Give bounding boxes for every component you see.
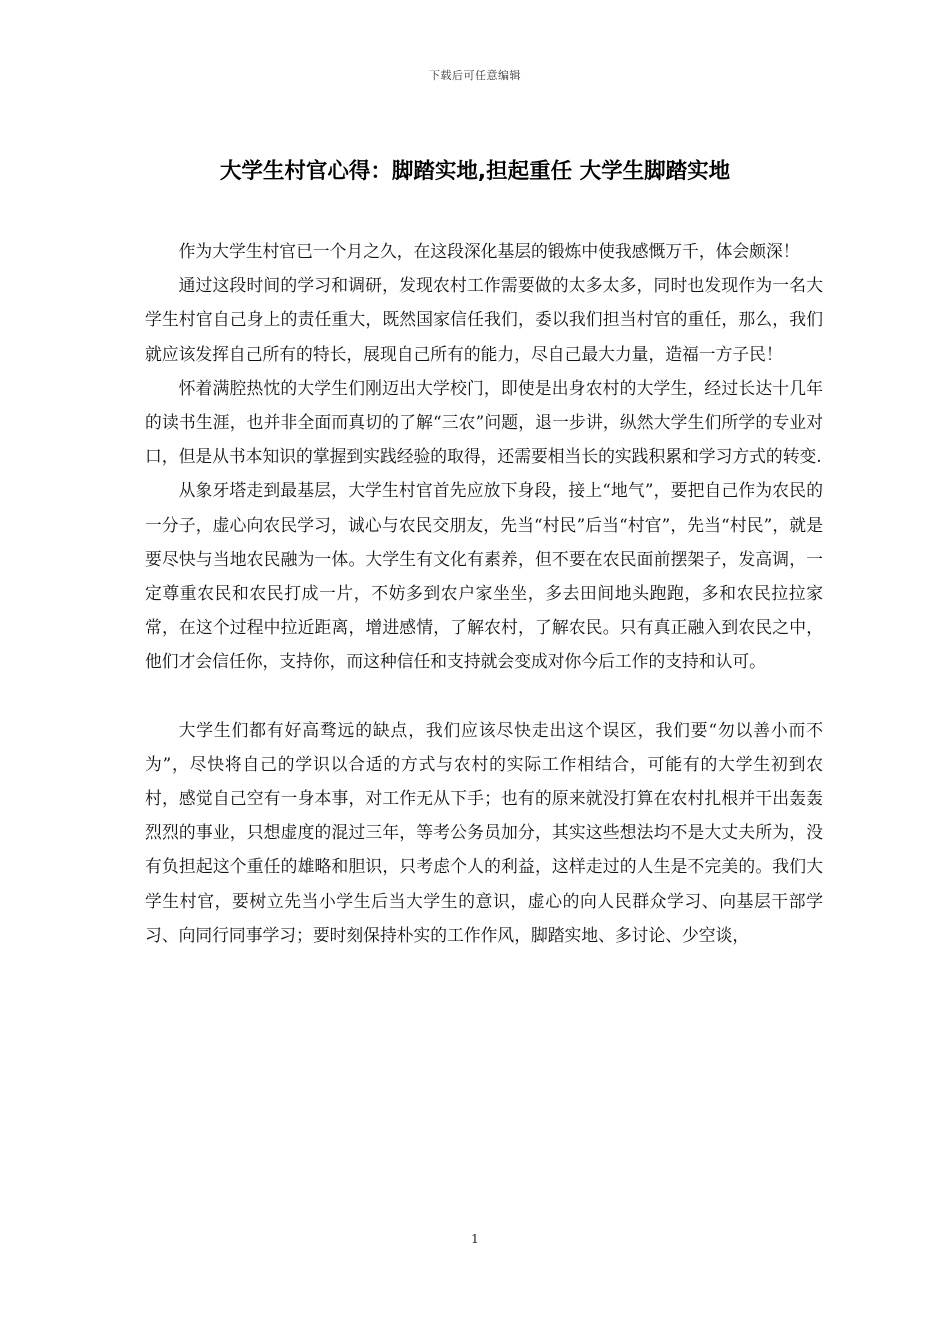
header-note: 下载后可任意编辑 [429, 69, 521, 82]
paragraph-3: 怀着满腔热忱的大学生们刚迈出大学校门，即使是出身农村的大学生，经过长达十几年的读书生涯，也并非全面而真切的了解“三农”问题，退一步讲，纵然大学生们所学的专业对口，但是从书本知识的掌握到实践经验的取得，还需要相当长的实践积累和学习方式的转变. [145, 377, 823, 467]
paragraph-4: 从象牙塔走到最基层，大学生村官首先应放下身段，接上“地气”，要把自己作为农民的一分子，虚心向农民学习，诚心与农民交朋友，先当“村民”后当“村官”，先当“村民”，就是要尽快与当地农民融为一体。大学生有文化有素养，但不要在农民面前摆架子，发高调，一定尊重农民和农民打成一片，不妨多到农户家坐坐，多去田间地头跑跑，多和农民拉拉家常，在这个过程中拉近距离，增进感情，了解农村，了解农民。只有真正融入到农民之中，他们才会信任你，支持你，而这种信任和支持就会变成对你今后工作的支持和认可。 [145, 480, 823, 672]
paragraph-1: 作为大学生村官已一个月之久，在这段深化基层的锻炼中使我感慨万千，体会颇深！ [178, 241, 800, 261]
document-title: 大学生村官心得：脚踏实地,担起重任 大学生脚踏实地 [219, 159, 731, 184]
paragraph-2: 通过这段时间的学习和调研，发现农村工作需要做的太多太多，同时也发现作为一名大学生村官自己身上的责任重大，既然国家信任我们，委以我们担当村官的重任，那么，我们就应该发挥自己所有的特长，展现自己所有的能力，尽自己最大力量，造福一方子民！ [145, 275, 823, 364]
paragraph-5: 大学生们都有好高骛远的缺点，我们应该尽快走出这个误区，我们要“勿以善小而不为”，尽快将自己的学识以合适的方式与农村的实际工作相结合，可能有的大学生初到农村，感觉自己空有一身本事，对工作无从下手；也有的原来就没打算在农村扎根并干出轰轰烈烈的事业，只想虚度的混过三年，等考公务员加分，其实这些想法均不是大丈夫所为，没有负担起这个重任的雄略和胆识，只考虑个人的利益，这样走过的人生是不完美的。我们大学生村官，要树立先当小学生后当大学生的意识，虚心的向人民群众学习、向基层干部学习、向同行同事学习；要时刻保持朴实的工作作风，脚踏实地、多讨论、少空谈， [145, 719, 823, 945]
page-number: 1 [471, 1232, 479, 1246]
document-body [145, 234, 823, 952]
